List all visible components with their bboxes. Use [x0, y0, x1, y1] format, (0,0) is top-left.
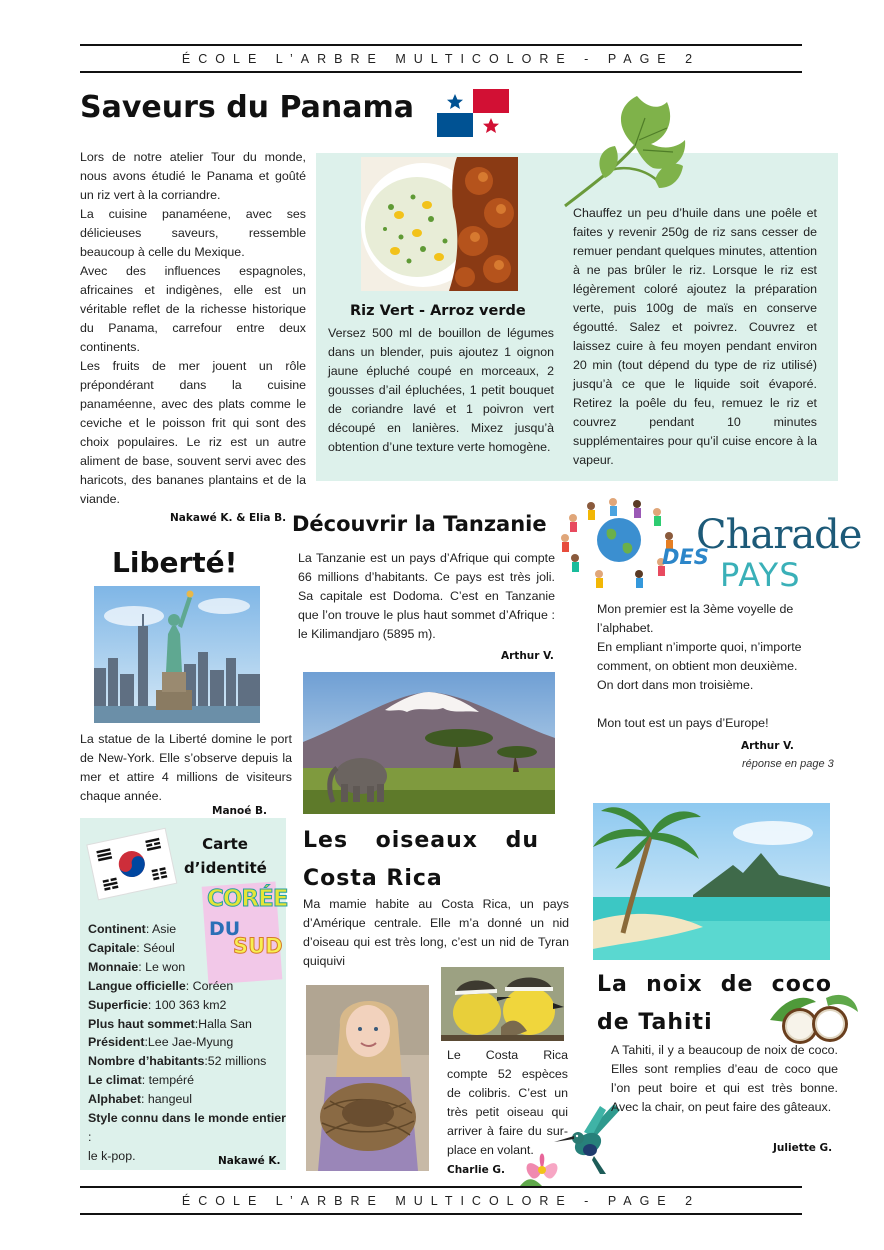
logo-sud: SUD [233, 934, 283, 958]
charade-title-script: Charade [696, 512, 862, 558]
logo-coree: CORÉE [207, 886, 288, 912]
korea-flag-icon [86, 826, 178, 904]
panama-title: Saveurs du Panama [80, 90, 415, 125]
running-footer: ÉCOLE L’ARBRE MULTICOLORE - PAGE 2 [181, 1194, 701, 1208]
field-value: : Coréen [185, 978, 234, 993]
logo-du: DU [209, 918, 241, 940]
field-value: :Lee Jae-Myung [144, 1035, 234, 1050]
footer-bottom-rule [80, 1213, 802, 1215]
field-value: : Le won [138, 959, 186, 974]
field-president [88, 1033, 286, 1052]
panama-author: Nakawé K. & Elia B. [170, 512, 287, 524]
costarica-author: Charlie G. [447, 1164, 506, 1176]
field-value: :Halla San [194, 1016, 252, 1031]
field-value: : [88, 1129, 92, 1144]
field-label: Le climat [88, 1073, 142, 1088]
field-label: Alphabet [88, 1092, 142, 1107]
tahiti-title: La noix de coco de Tahiti [597, 972, 832, 1035]
charade-title-pays: PAYS [720, 556, 801, 594]
coree-fields [88, 920, 286, 1166]
cilantro-icon [555, 88, 695, 216]
field-style [88, 1109, 286, 1147]
field-label: Monnaie [88, 959, 139, 974]
charade-answer-note: réponse en page 3 [742, 758, 834, 770]
field-label: Nombre d’habitants [88, 1054, 205, 1069]
tanzanie-text: La Tanzanie est un pays d’Afrique qui compte 66 millions d’habitants. Ce pays est très joli. Sa capitale est Dodoma. C’est en Tanzanie que l’on trouve le plus haut sommet d’Afrique : le Kilimandjaro (5895 m). [298, 551, 555, 641]
children-globe-icon [557, 496, 697, 588]
running-header: ÉCOLE L’ARBRE MULTICOLORE - PAGE 2 [181, 52, 701, 66]
field-style-value: le k-pop. [88, 1148, 136, 1163]
costarica-text-2: Le Costa Rica compte 52 espèces de colibris. C’est un très petit oiseau qui arriver à faire du sur-place en volant. [447, 1048, 568, 1157]
field-value: : hangeul [141, 1092, 192, 1107]
field-alphabet [88, 1090, 286, 1109]
field-habitants [88, 1052, 286, 1071]
panama-paragraph: Les fruits de mer jouent un rôle prépondérant dans la cuisine panaméenne, avec des plats comme le ceviche et le poisson frit qui sont des choix populaires. Le riz est un autre aliment de base, souvent servi avec des haricots, des bananes plantains et de la viande. [80, 359, 306, 506]
field-value: : 100 363 km2 [147, 997, 227, 1012]
girl-with-nest-photo [306, 985, 429, 1171]
liberte-author: Manoé B. [212, 805, 267, 817]
tahiti-author: Juliette G. [773, 1142, 833, 1154]
field-superficie [88, 996, 286, 1015]
charade-title-des: DES [662, 545, 709, 569]
field-label: Plus haut sommet [88, 1016, 195, 1031]
charade-line: Mon tout est un pays d’Europe! [597, 716, 769, 730]
footer-top-rule [80, 1186, 802, 1188]
tanzanie-author: Arthur V. [501, 650, 554, 662]
liberte-title: Liberté! [112, 546, 238, 579]
field-label: Continent [88, 922, 146, 936]
tahiti-text: A Tahiti, il y a beaucoup de noix de coco. Elles sont remplies d’eau de coco que l’on peut boire et qui est très bonne. Avec la chair, on peut faire des gâteaux. [611, 1043, 838, 1114]
panama-paragraph: Avec des influences espagnoles, africaines et indigènes, elle est un véritable reflet de la richesse historique du Panama, carrefour entre deux continents. [80, 264, 306, 354]
field-continent [88, 920, 286, 939]
coconut-icon [766, 990, 860, 1046]
charade-riddle [597, 600, 839, 733]
field-value: : Asie [145, 922, 177, 936]
panama-flag-icon [437, 89, 509, 137]
panama-text [80, 148, 306, 509]
field-label: Style connu dans le monde entier [88, 1111, 286, 1126]
field-label: Capitale [88, 940, 137, 955]
field-value: :52 millions [204, 1054, 267, 1069]
field-monnaie [88, 958, 286, 977]
costarica-text: Ma mamie habite au Costa Rica, un pays d’Amérique centrale. Elle m’a donné un nid d’oiseau qui est très long, c’est un nid de Tyran quiquivi [303, 897, 569, 968]
panama-paragraph: La cuisine panaméene, avec ses délicieuses saveurs, ressemble beaucoup à celle du Mexique. [80, 207, 306, 259]
field-capitale [88, 939, 286, 958]
field-label: Superficie [88, 997, 148, 1012]
recipe-title: Riz Vert - Arroz verde [350, 303, 526, 319]
charade-author: Arthur V. [741, 740, 794, 752]
charade-line: On dort dans mon troisième. [597, 678, 754, 692]
liberte-text: La statue de la Liberté domine le port de New-York. Elle s’observe depuis la mer et attire 4 millions de visiteurs chaque année. [80, 732, 292, 803]
field-value: : tempéré [141, 1073, 195, 1088]
riz-vert-photo [361, 157, 518, 291]
field-langue [88, 977, 286, 996]
charade-line: En empliant n’importe quoi, n’importe comment, on obtient mon deuxième. [597, 640, 802, 673]
field-climat [88, 1071, 286, 1090]
kiskadee-birds-photo [441, 967, 564, 1041]
costarica-title: Les oiseaux du Costa Rica [303, 828, 539, 891]
header-bottom-rule [80, 71, 802, 73]
field-label: Langue officielle [88, 978, 186, 993]
panama-paragraph: Lors de notre atelier Tour du monde, nous avons étudié le Panama et goûté un riz vert à la corriandre. [80, 150, 306, 202]
recipe-step-2: Chauffez un peu d’huile dans une poêle et faites y revenir 250g de riz sans cesser de remuer pendant quelques minutes, attention à ne pas brûler le riz. Lorsque le riz est légèrement coloré ajoutez la préparation verte, puis 100g de maïs en conserve égoutté. Salez et poivrez. Couvrez et laissez cuire à feu moyen pendant environ 20 min (tout dépend du type de riz utilisé) jusqu’à ce que le liquide soit évaporé. Retirez la poêle du feu, remuez le riz et couvrez pendant 10 minutes supplémentaires pour qu’il cuise encore à la vapeur. [573, 206, 817, 467]
statue-of-liberty-photo [94, 586, 260, 723]
coree-card-title: Carte d’identité [184, 835, 267, 877]
field-sommet [88, 1015, 286, 1034]
flower-icon [512, 1140, 572, 1188]
kilimanjaro-photo [303, 672, 555, 814]
tanzanie-title: Découvrir la Tanzanie [292, 512, 547, 536]
header-top-rule [80, 44, 802, 46]
recipe-step-1: Versez 500 ml de bouillon de légumes dans un blender, puis ajoutez 1 oignon jaune épluché coupé en morceaux, 2 gousses d’ail épluchées, 1 petit bouquet de coriandre lavé et 1 poivron vert découpé en lanières. Mixez jusqu’à obtention d’une texture verte homogène. [328, 326, 554, 454]
field-value: : Séoul [136, 940, 175, 955]
charade-line: Mon premier est la 3ème voyelle de l’alphabet. [597, 602, 794, 635]
tahiti-beach-photo [593, 803, 830, 960]
field-label: Président [88, 1035, 145, 1050]
coree-author: Nakawé K. [218, 1155, 281, 1167]
